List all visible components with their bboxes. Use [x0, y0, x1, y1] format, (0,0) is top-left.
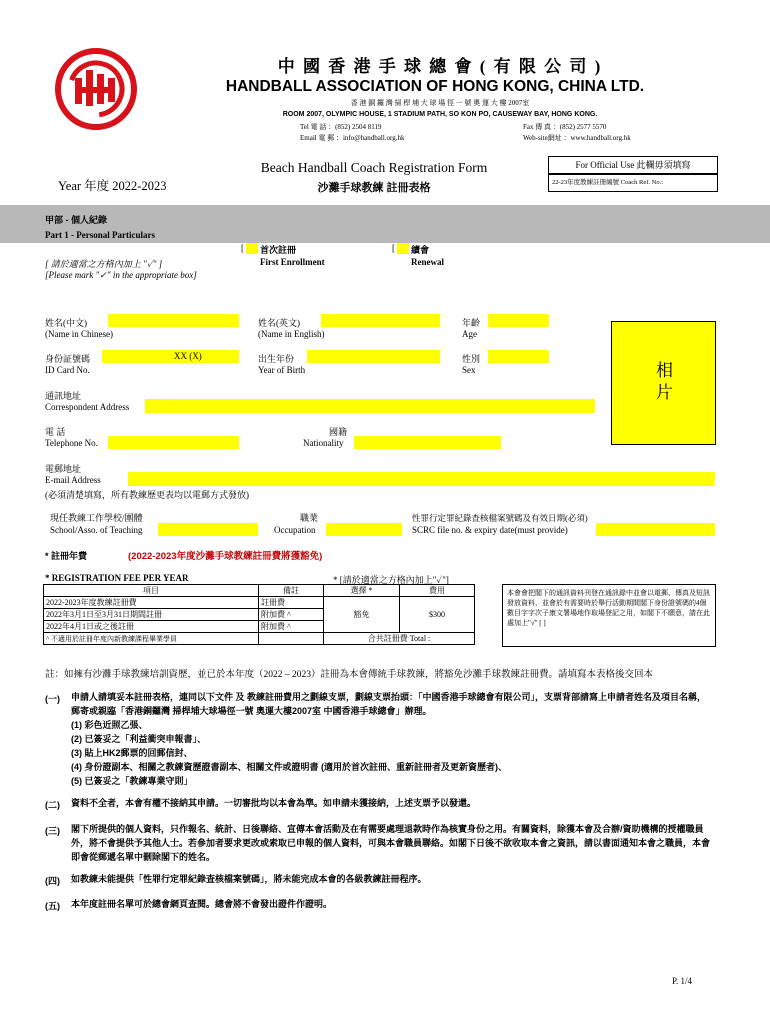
- address-en: ROOM 2007, OLYMPIC HOUSE, 1 STADIUM PATH, SO KON PO, CAUSEWAY BAY, HONG KONG.: [282, 111, 598, 118]
- name-cn-label: 姓名(中文): [45, 318, 87, 328]
- contact-consent-text: 本會會把閣下的通訊資料刊登在通訊錄中並會以電郵、傳真及短訊發放資料，並會於有需要時於舉行活動期間閣下身份證號碼的4個數目字字次子康文署場地作取場登記之用，如閣下不願意，請在此處加上"√" [ ]: [507, 589, 710, 627]
- note-1-text: 申請人請填妥本註冊表格，連同以下文件 及 教練註冊費用之劃線支票，劃線支票抬頭：「中國香港手球總會有限公司」，支票背部請寫上申請者姓名及項目名稱，郵寄或親臨「香港銅鑼灣 掃桿埔大球場徑一號 奧運大樓2007室 中國香港手球總會」辦理。: [71, 692, 707, 716]
- fee-row-remark: 附加費 ^: [259, 609, 324, 621]
- fee-select-cell[interactable]: 豁免: [324, 597, 400, 633]
- first-enrollment-label-en: First Enrollment: [260, 257, 325, 267]
- fee-row-item: 2022-2023年度教練註冊費: [44, 597, 259, 609]
- org-name-en: HANDBALL ASSOCIATION OF HONG KONG, CHINA LTD.: [225, 78, 645, 95]
- note-2-number: (二): [45, 800, 60, 810]
- note-5-text: 本年度註冊名單可於總會網頁查閱。總會將不會發出證件作證明。: [71, 899, 333, 909]
- email-field[interactable]: [128, 472, 715, 486]
- org-name-cn: 中 國 香 港 手 球 總 會 ( 有 限 公 司 ): [277, 57, 603, 76]
- part1-heading-cn: 甲部 - 個人紀錄: [45, 215, 107, 225]
- id-label: 身份証號碼: [45, 354, 91, 364]
- name-en-sublabel: (Name in English): [258, 329, 325, 339]
- tel-field[interactable]: [108, 436, 239, 449]
- first-enrollment-checkbox[interactable]: [246, 243, 258, 254]
- note-intro: 註：如擁有沙灘手球教練培訓資歷，並已於本年度（2022 – 2023）註冊為本會傳統手球教練，將豁免沙灘手球教練註冊費。請填寫本表格後交回本: [45, 670, 654, 680]
- sex-sublabel: Sex: [462, 365, 476, 375]
- fee-row-item: ^ 不適用於註冊年度內新教練課程畢業學員: [44, 633, 259, 645]
- fee-header-row: [44, 585, 475, 597]
- fee-col-item: 項目: [44, 585, 259, 597]
- note-4-text: 如教練未能提供「性罪行定罪紀錄查核檔案號碼」，將未能完成本會的各級教練註冊程序。: [71, 874, 427, 884]
- yob-field[interactable]: [307, 350, 440, 363]
- fee-total-cell: 合共註冊費 Total :: [324, 633, 475, 645]
- renewal-label-en: Renewal: [411, 257, 444, 267]
- nationality-sublabel: Nationality: [303, 438, 344, 448]
- coach-ref-box[interactable]: [548, 174, 718, 192]
- occupation-field[interactable]: [326, 523, 402, 536]
- fee-col-remark: 備註: [259, 585, 324, 597]
- fee-table: [43, 584, 475, 645]
- id-sublabel: ID Card No.: [45, 365, 90, 375]
- email-label: 電郵地址: [45, 464, 82, 474]
- renewal-bracket: [: [392, 243, 395, 253]
- note-2-text: 資料不全者，本會有權不接納其申請。一切審批均以本會為準。如申請未獲接納，上述支票予以發還。: [71, 798, 477, 808]
- note-1-item: (4) 身份證副本、相關之教練資歷證書副本、相關文件或證明書 (適用於首次註冊、重新註冊者及更新資歷者)、: [71, 762, 507, 772]
- fee-heading-cn: * 註冊年費: [45, 551, 88, 561]
- fax-text: Fax 傳 真 ：(852) 2577 5570: [523, 123, 607, 131]
- yob-label: 出生年份: [258, 354, 295, 364]
- coach-ref-label: 22-23年度教練註冊編號 Coach Ref. No.:: [552, 179, 664, 186]
- fee-row: [44, 597, 475, 609]
- nationality-field[interactable]: [354, 436, 501, 449]
- occupation-sublabel: Occupation: [274, 525, 316, 535]
- fee-row: [44, 633, 475, 645]
- note-1-item: (3) 貼上HK2郵票的回郵信封、: [71, 748, 193, 758]
- scrc-field[interactable]: [596, 523, 715, 536]
- address-field[interactable]: [145, 399, 595, 413]
- email-note: (必須清楚填寫，所有教練歷更表均以電郵方式發放): [45, 490, 249, 500]
- address-sublabel: Correspondent Address: [45, 402, 130, 412]
- first-enrollment-label-cn: 首次註冊: [260, 245, 297, 255]
- note-3-number: (三): [45, 826, 60, 836]
- fee-col-fee: 費用: [400, 585, 475, 597]
- fee-amount-cell: $300: [400, 597, 475, 633]
- school-label: 現任教練工作學校/團體: [50, 513, 143, 523]
- nationality-label: 國籍: [329, 427, 348, 437]
- age-sublabel: Age: [462, 329, 477, 339]
- school-field[interactable]: [158, 523, 258, 536]
- fee-col-select: 選擇 *: [324, 585, 400, 597]
- form-title-cn: 沙灘手球教練 註冊表格: [317, 182, 431, 194]
- name-en-label: 姓名(英文): [258, 318, 300, 328]
- first-enrollment-bracket: [: [241, 243, 244, 253]
- fee-row-item: 2022年4月1日或之後註冊: [44, 621, 259, 633]
- address-cn: 香 港 銅 鑼 灣 掃 桿 埔 大 球 場 徑 一 號 奧 運 大 樓 2007室: [350, 99, 530, 107]
- part1-heading-en: Part 1 - Personal Particulars: [45, 230, 155, 240]
- tel-text: Tel 電 話 ：(852) 2504 8119: [300, 123, 382, 131]
- official-use-label: For Official Use 此欄毋須填寫: [575, 160, 691, 170]
- fee-row-remark: 註冊費: [259, 597, 324, 609]
- age-label: 年齡: [462, 318, 481, 328]
- fee-mark-note: * [請於適當之方格內加上"✓"]: [333, 575, 449, 585]
- fee-row-remark: 附加費 ^: [259, 621, 324, 633]
- form-year: Year 年度 2022-2023: [58, 179, 167, 193]
- name-cn-field[interactable]: [108, 314, 239, 327]
- fee-waived-note: (2022-2023年度沙灘手球教練註冊費將獲豁免): [128, 551, 323, 562]
- note-3-text: 閣下所提供的個人資料，只作報名、統計、日後聯絡、宣傳本會活動及在有需要處理退款時作為核實身份之用。有關資料，除獲本會及合辦/資助機構的授權職員外，將不會提供予其他人士。若參加者要求更改或索取已申報的個人資料，可與本會職員聯絡。如閣下日後不欲收取本會之資訊，請以書面通知本會之職員，本會即會從郵遞名單中刪除閣下的姓名。: [71, 824, 711, 862]
- yob-sublabel: Year of Birth: [258, 365, 306, 375]
- tel-sublabel: Telephone No.: [45, 438, 98, 448]
- fee-row-item: 2022年3月1日至3月31日期間註冊: [44, 609, 259, 621]
- note-1-number: (一): [45, 694, 60, 704]
- note-4-number: (四): [45, 876, 60, 886]
- note-1-item: (5) 已簽妥之「教練專業守則」: [71, 776, 193, 786]
- sex-field[interactable]: [488, 350, 549, 363]
- scrc-sublabel: SCRC file no. & expiry date(must provide): [412, 525, 568, 535]
- occupation-label: 職業: [300, 513, 319, 523]
- mark-instruction-cn: [ 請於適當之方格內加上 "✓" ]: [45, 259, 163, 269]
- fee-heading-en: * REGISTRATION FEE PER YEAR: [45, 573, 189, 583]
- sex-label: 性別: [462, 354, 481, 364]
- id-field[interactable]: [102, 350, 239, 363]
- name-en-field[interactable]: [321, 314, 440, 327]
- id-suffix: XX (X): [174, 351, 202, 361]
- school-sublabel: School/Asso. of Teaching: [50, 525, 143, 535]
- renewal-label-cn: 續會: [411, 245, 430, 255]
- address-label: 通訊地址: [45, 391, 82, 401]
- note-1-item: (2) 已簽妥之「利益衝突申報書」、: [71, 734, 207, 744]
- note-5-number: (五): [45, 901, 60, 911]
- age-field[interactable]: [488, 314, 549, 327]
- photo-box[interactable]: [611, 321, 716, 445]
- hahk-logo: [55, 48, 137, 130]
- mark-instruction-en: [Please mark "✓" in the appropriate box]: [45, 270, 197, 280]
- renewal-checkbox[interactable]: [397, 243, 409, 254]
- fee-row-remark: [259, 633, 324, 645]
- tel-label: 電 話: [45, 427, 66, 437]
- note-1-item: (1) 彩色近照乙張、: [71, 720, 148, 730]
- contact-consent-box[interactable]: [502, 584, 716, 647]
- email-text: Email 電 郵 ：info@handball.org.hk: [300, 134, 405, 142]
- scrc-label: 性罪行定罪紀錄查核檔案號碼及有效日期(必須): [412, 513, 588, 523]
- name-cn-sublabel: (Name in Chinese): [45, 329, 113, 339]
- official-use-box: [548, 156, 718, 174]
- page-number: P. 1/4: [672, 976, 693, 986]
- photo-label: 相 片: [656, 361, 673, 402]
- form-title-en: Beach Handball Coach Registration Form: [260, 160, 488, 175]
- email-sublabel: E-mail Address: [45, 475, 101, 485]
- web-text: Web-site網址 ：www.handball.org.hk: [523, 134, 631, 142]
